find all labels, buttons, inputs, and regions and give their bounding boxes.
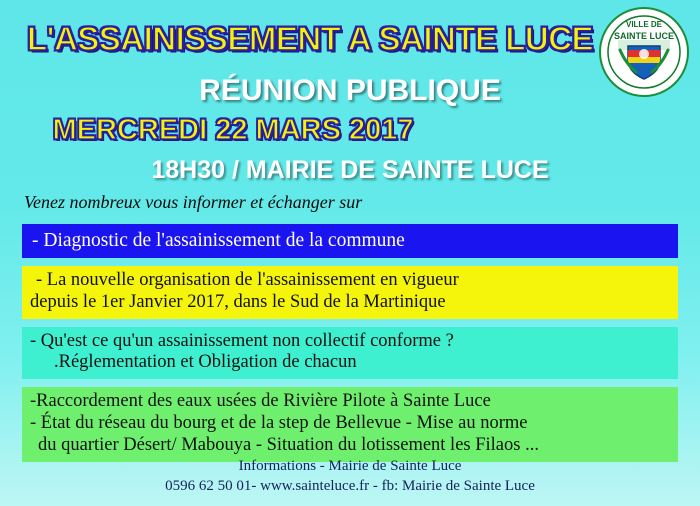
topic-line: du quartier Désert/ Mabouya - Situation du lotissement les Filaos ... bbox=[38, 434, 539, 455]
logo-name-text: SAINTE LUCE bbox=[613, 31, 675, 41]
event-time-place: 18H30 / MAIRIE DE SAINTE LUCE bbox=[151, 156, 549, 184]
list-item bbox=[22, 224, 678, 258]
invitation-text: Venez nombreux vous informer et échanger sur bbox=[24, 192, 363, 212]
topic-line: depuis le 1er Janvier 2017, dans le Sud de la Martinique bbox=[30, 291, 446, 312]
page-subtitle: RÉUNION PUBLIQUE bbox=[199, 74, 501, 107]
topic-line: -Raccordement des eaux usées de Rivière Pilote à Sainte Luce bbox=[30, 391, 491, 412]
topic-line: - La nouvelle organisation de l'assainissement en vigueur bbox=[36, 270, 459, 290]
topic-line: - Qu'est ce qu'un assainissement non collectif conforme ? bbox=[30, 330, 454, 351]
footer-line-1: Informations - Mairie de Sainte Luce bbox=[238, 457, 462, 474]
event-date: MERCREDI 22 MARS 2017 bbox=[52, 114, 414, 146]
footer-info bbox=[0, 456, 700, 497]
list-item bbox=[22, 327, 678, 380]
topic-line: .Réglementation et Obligation de chacun bbox=[54, 352, 357, 373]
footer-line-2: 0596 62 50 01- www.sainteluce.fr - fb: Mairie de Sainte Luce bbox=[165, 477, 535, 494]
topic-line: - État du réseau du bourg et de la step de Bellevue - Mise au norme bbox=[30, 413, 528, 434]
topic-line: - Diagnostic de l'assainissement de la commune bbox=[32, 230, 405, 251]
topics-list bbox=[22, 224, 678, 470]
logo-top-text: VILLE DE bbox=[625, 20, 663, 29]
list-item bbox=[22, 266, 678, 319]
page-title: L'ASSAINISSEMENT A SAINTE LUCE bbox=[26, 20, 594, 57]
list-item bbox=[22, 387, 678, 461]
